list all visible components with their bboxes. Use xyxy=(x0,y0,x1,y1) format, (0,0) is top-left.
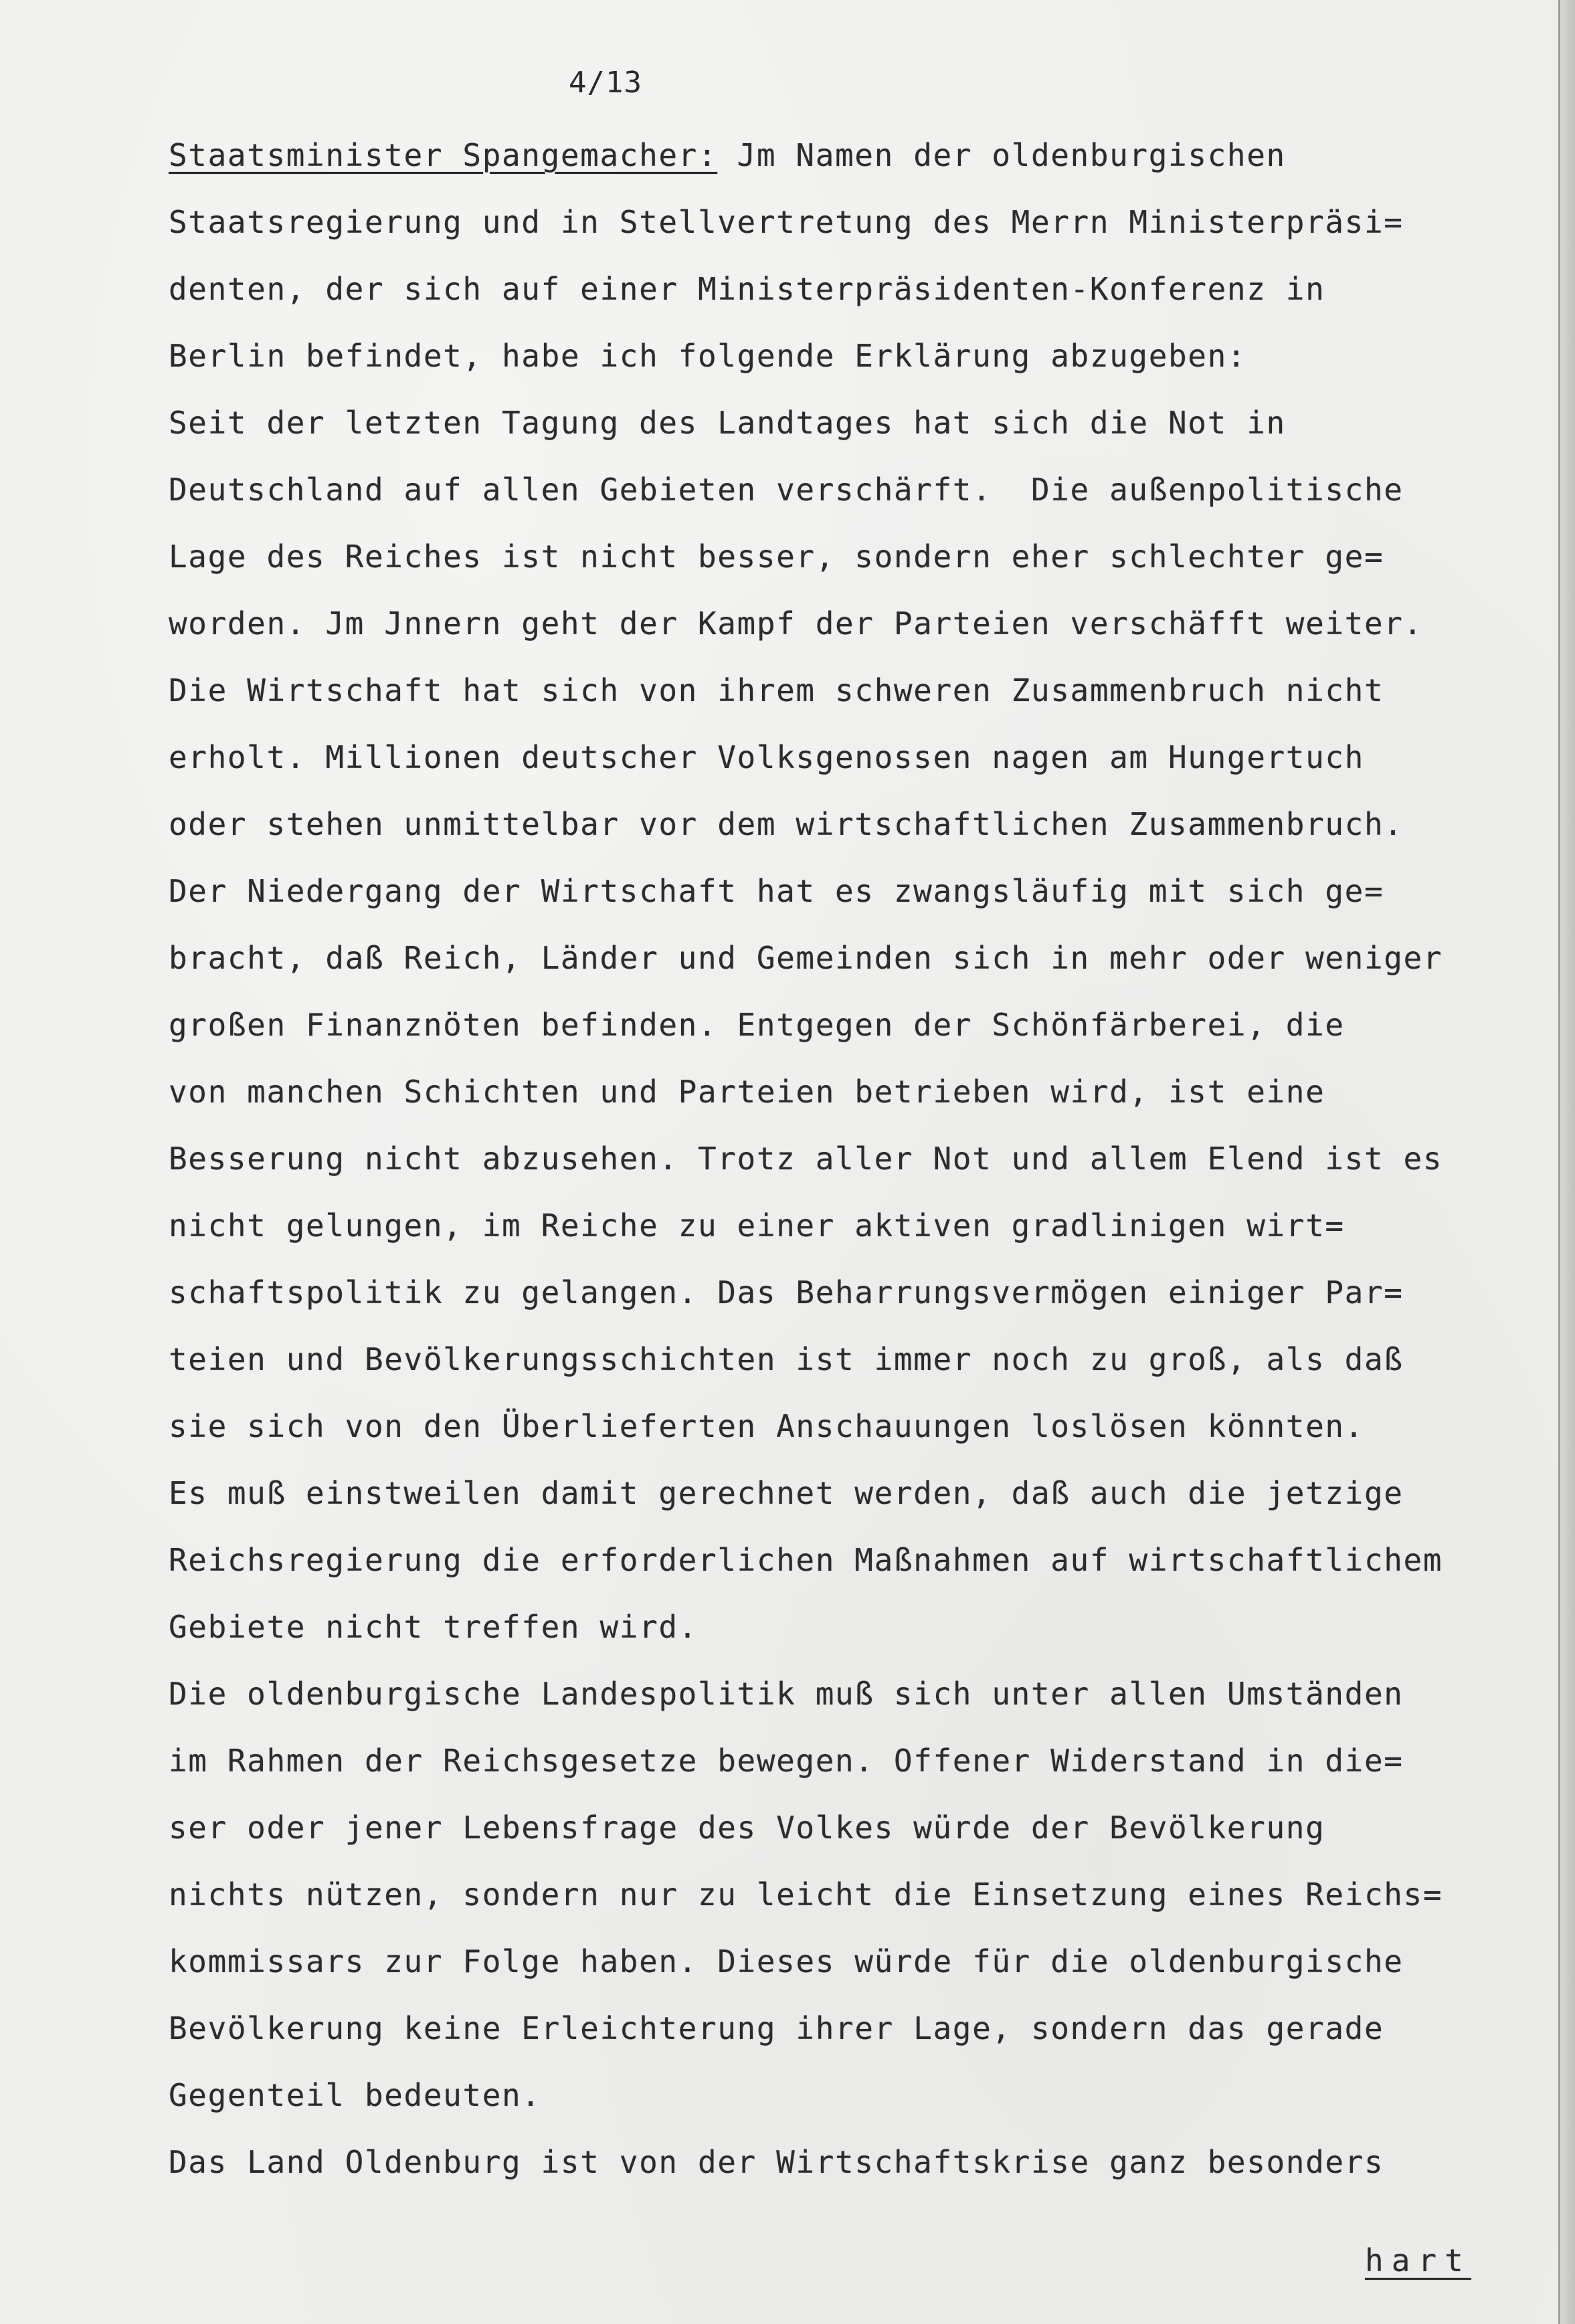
text-line: Die Wirtschaft hat sich von ihrem schweren Zusammenbruch nicht xyxy=(169,672,1384,708)
text-line: erholt. Millionen deutscher Volksgenossen nagen am Hungertuch xyxy=(169,739,1364,775)
text-line: Gegenteil bedeuten. xyxy=(169,2077,541,2113)
text-line: kommissars zur Folge haben. Dieses würde für die oldenburgische xyxy=(169,1943,1404,1979)
page-edge-shadow xyxy=(1558,0,1575,2324)
text-line: ser oder jener Lebensfrage des Volkes würde der Bevölkerung xyxy=(169,1810,1325,1846)
catchword: hart xyxy=(1365,2242,1471,2279)
text-line: Besserung nicht abzusehen. Trotz aller Not und allem Elend ist es xyxy=(169,1141,1443,1177)
text-line: großen Finanznöten befinden. Entgegen der Schönfärberei, die xyxy=(169,1007,1345,1043)
text-line: Lage des Reiches ist nicht besser, sondern eher schlechter ge= xyxy=(169,539,1384,575)
text-line: Seit der letzten Tagung des Landtages hat sich die Not in xyxy=(169,405,1286,441)
text-line: bracht, daß Reich, Länder und Gemeinden sich in mehr oder weniger xyxy=(169,940,1443,976)
text-line: Staatsregierung und in Stellvertretung des Merrn Ministerpräsi= xyxy=(169,204,1404,240)
text-line: Bevölkerung keine Erleichterung ihrer Lage, sondern das gerade xyxy=(169,2010,1384,2046)
text-line: Die oldenburgische Landespolitik muß sich unter allen Umständen xyxy=(169,1676,1404,1712)
text-line: Deutschland auf allen Gebieten verschärft. Die außenpolitische xyxy=(169,472,1404,508)
first-line-rest: Jm Namen der oldenburgischen xyxy=(717,137,1286,173)
text-line: denten, der sich auf einer Ministerpräsidenten-Konferenz in xyxy=(169,271,1325,307)
text-line: Es muß einstweilen damit gerechnet werden, daß auch die jetzige xyxy=(169,1475,1404,1511)
text-line: Reichsregierung die erforderlichen Maßnahmen auf wirtschaftlichem xyxy=(169,1542,1443,1578)
text-line: im Rahmen der Reichsgesetze bewegen. Offener Widerstand in die= xyxy=(169,1743,1404,1779)
text-line: von manchen Schichten und Parteien betrieben wird, ist eine xyxy=(169,1074,1325,1110)
text-line: Das Land Oldenburg ist von der Wirtschaftskrise ganz besonders xyxy=(169,2144,1384,2180)
text-line: Gebiete nicht treffen wird. xyxy=(169,1609,698,1645)
text-line: nichts nützen, sondern nur zu leicht die Einsetzung eines Reichs= xyxy=(169,1876,1443,1913)
text-line: teien und Bevölkerungsschichten ist immer noch zu groß, als daß xyxy=(169,1341,1404,1377)
declaration-text xyxy=(169,122,1547,2196)
text-line: nicht gelungen, im Reiche zu einer aktiven gradlinigen wirt= xyxy=(169,1207,1345,1244)
text-line: sie sich von den Überlieferten Anschauungen loslösen könnten. xyxy=(169,1408,1364,1444)
text-line: worden. Jm Jnnern geht der Kampf der Parteien verschäfft weiter. xyxy=(169,605,1423,642)
text-line: Der Niedergang der Wirtschaft hat es zwangsläufig mit sich ge= xyxy=(169,873,1384,909)
text-line: oder stehen unmittelbar vor dem wirtschaftlichen Zusammenbruch. xyxy=(169,806,1404,842)
speaker-name: Staatsminister Spangemacher: xyxy=(169,137,718,173)
page-number: 4/13 xyxy=(569,66,642,100)
text-line: Berlin befindet, habe ich folgende Erklärung abzugeben: xyxy=(169,338,1247,374)
text-line: schaftspolitik zu gelangen. Das Beharrungsvermögen einiger Par= xyxy=(169,1274,1404,1311)
text-line-1 xyxy=(169,122,1547,189)
